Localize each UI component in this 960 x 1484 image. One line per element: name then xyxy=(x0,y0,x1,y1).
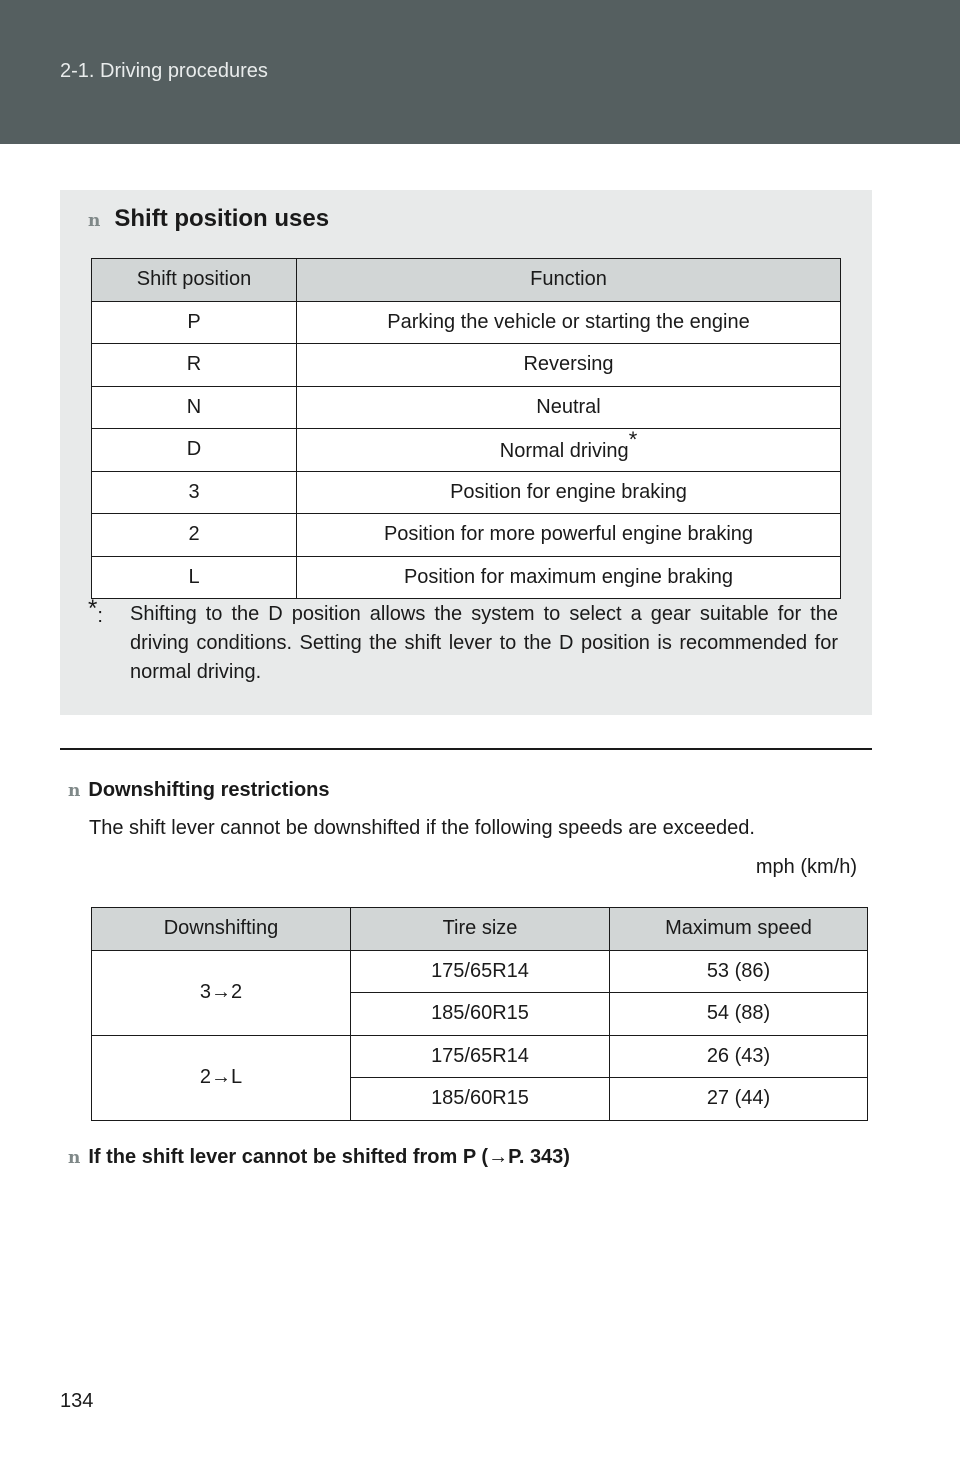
function-cell: Neutral xyxy=(297,386,841,429)
table-row xyxy=(92,1035,868,1078)
divider xyxy=(60,748,872,750)
downshifting-description: The shift lever cannot be downshifted if the following speeds are exceeded. xyxy=(89,817,755,839)
table-header-row xyxy=(92,259,841,302)
downshift-speed-table xyxy=(91,907,868,1121)
tire-size-cell: 185/60R15 xyxy=(351,993,610,1036)
shift-position-cell: N xyxy=(92,386,297,429)
column-header: Tire size xyxy=(351,908,610,951)
footnote-marker: * xyxy=(628,426,638,452)
downshift-cell: 2→L xyxy=(92,1035,351,1120)
downshift-cell: 3→2 xyxy=(92,950,351,1035)
table-header-row xyxy=(92,908,868,951)
max-speed-cell: 27 (44) xyxy=(610,1078,868,1121)
table-row xyxy=(92,344,841,387)
shift-from-p-link[interactable]: If the shift lever cannot be shifted from P (→P. 343) xyxy=(88,1146,570,1168)
table-row xyxy=(92,471,841,514)
table-row xyxy=(92,556,841,599)
function-cell: Position for more powerful engine braking xyxy=(297,514,841,557)
function-cell: Reversing xyxy=(297,344,841,387)
page-header xyxy=(0,0,960,144)
footnote-label xyxy=(88,595,103,631)
shift-position-cell: R xyxy=(92,344,297,387)
function-cell: Position for engine braking xyxy=(297,471,841,514)
function-text: Normal driving xyxy=(499,439,629,462)
shift-position-cell: 2 xyxy=(92,514,297,557)
footnote-separator: : xyxy=(97,605,103,627)
table-row xyxy=(92,950,868,993)
max-speed-cell: 26 (43) xyxy=(610,1035,868,1078)
shift-box-title-text: Shift position uses xyxy=(114,205,330,232)
table-row xyxy=(92,301,841,344)
column-header: Shift position xyxy=(92,259,297,302)
shift-position-uses-title xyxy=(88,205,329,233)
column-header: Maximum speed xyxy=(610,908,868,951)
tire-size-cell: 175/65R14 xyxy=(351,950,610,993)
bullet-icon: n xyxy=(88,211,101,231)
shift-position-cell: L xyxy=(92,556,297,599)
shift-position-cell: P xyxy=(92,301,297,344)
table-row xyxy=(92,429,841,472)
downshift-title-text: Downshifting restrictions xyxy=(88,779,330,801)
shift-from-p-heading xyxy=(68,1146,570,1169)
table-row xyxy=(92,386,841,429)
tire-size-cell: 175/65R14 xyxy=(351,1035,610,1078)
max-speed-cell: 53 (86) xyxy=(610,950,868,993)
table-row xyxy=(92,514,841,557)
tire-size-cell: 185/60R15 xyxy=(351,1078,610,1121)
shift-position-cell: D xyxy=(92,429,297,472)
bullet-icon: n xyxy=(68,781,81,801)
shift-position-cell: 3 xyxy=(92,471,297,514)
function-cell: Position for maximum engine braking xyxy=(297,556,841,599)
function-cell: Parking the vehicle or starting the engine xyxy=(297,301,841,344)
bullet-icon: n xyxy=(68,1148,81,1168)
footnote xyxy=(88,595,838,687)
footnote-star: * xyxy=(88,595,98,622)
units-label: mph (km/h) xyxy=(755,856,857,878)
function-cell xyxy=(297,426,841,472)
shift-position-table xyxy=(91,258,841,599)
downshifting-heading xyxy=(68,779,330,802)
column-header: Downshifting xyxy=(92,908,351,951)
column-header: Function xyxy=(297,259,841,302)
footnote-text: Shifting to the D position allows the system to select a gear suitable for the driving conditions. Setting the shift lever to the D position is recommended for normal driving. xyxy=(130,603,838,683)
page-number: 134 xyxy=(60,1390,94,1412)
section-title: 2-1. Driving procedures xyxy=(60,60,268,82)
max-speed-cell: 54 (88) xyxy=(610,993,868,1036)
